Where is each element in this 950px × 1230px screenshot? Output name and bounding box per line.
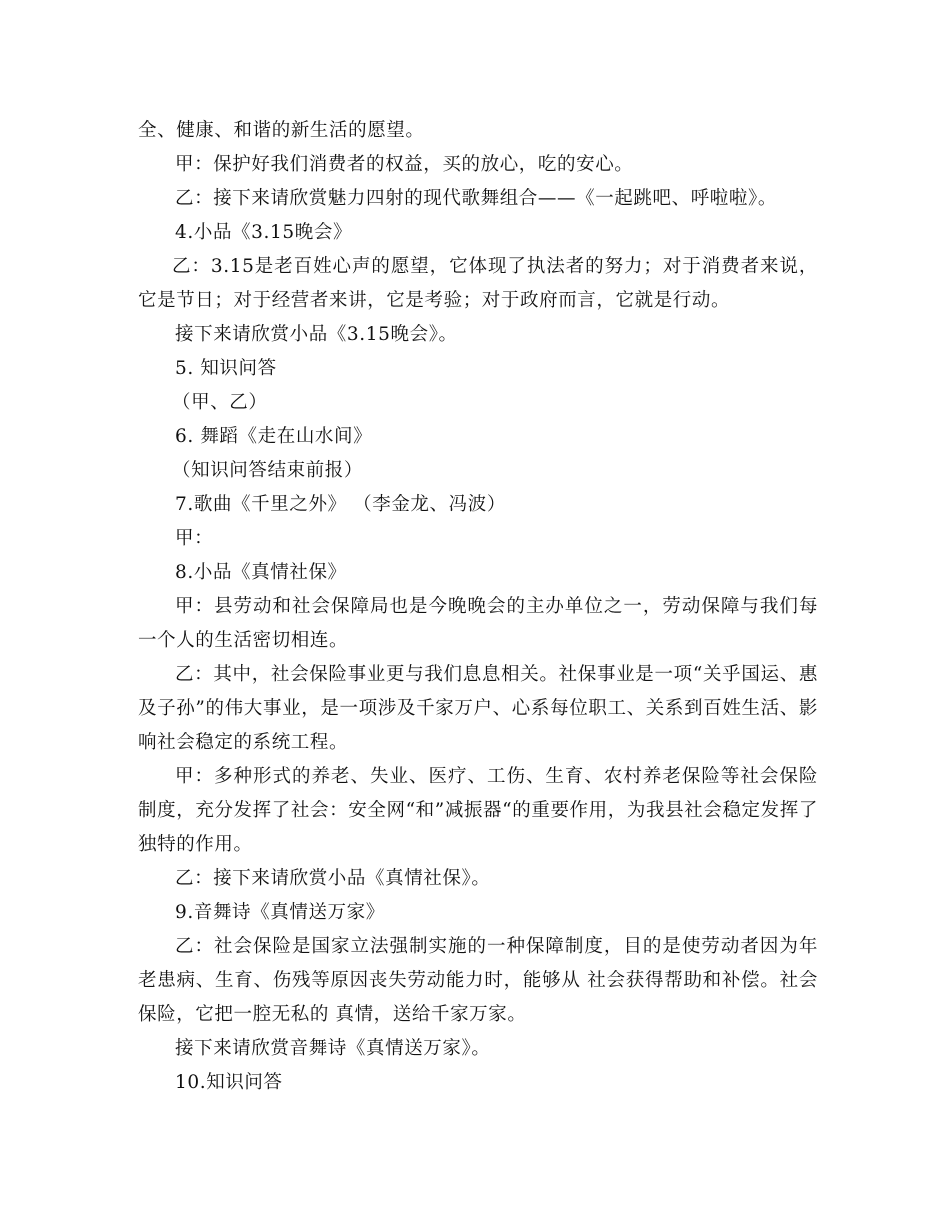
paragraph: 甲：多种形式的养老、失业、医疗、工伤、生育、农村养老保险等社会保险制度，充分发挥了社会：安全网“和”减振器“的重要作用，为我县社会稳定发挥了独特的作用。 bbox=[138, 766, 818, 855]
paragraph: 甲：保护好我们消费者的权益，买的放心，吃的安心。 bbox=[175, 154, 634, 175]
paragraph: 乙：3.15是老百姓心声的愿望，它体现了执法者的努力；对于消费者来说，它是节日；对于经营者来讲，它是考验；对于政府而言，它就是行动。 bbox=[138, 256, 818, 311]
paragraph: 接下来请欣赏小品《3.15晚会》。 bbox=[175, 324, 458, 345]
paragraph: 乙：社会保险是国家立法强制实施的一种保障制度，目的是使劳动者因为年老患病、生育、伤残等原因丧失劳动能力时，能够从 社会获得帮助和补偿。社会保险，它把一腔无私的 真情，送给千家万家。 bbox=[138, 936, 818, 1025]
section-heading: 4.小品《3.15晚会》 bbox=[175, 222, 353, 243]
paragraph: 乙：接下来请欣赏魅力四射的现代歌舞组合——《一起跳吧、呼啦啦》。 bbox=[175, 188, 777, 209]
paragraph: 甲： bbox=[175, 528, 214, 549]
paragraph: （甲、乙） bbox=[172, 392, 268, 413]
paragraph: （知识问答结束前报） bbox=[172, 460, 364, 481]
section-heading: 9.音舞诗《真情送万家》 bbox=[175, 902, 385, 923]
paragraph: 接下来请欣赏音舞诗《真情送万家》。 bbox=[175, 1038, 491, 1059]
paragraph: 乙：接下来请欣赏小品《真情社保》。 bbox=[175, 868, 491, 889]
section-heading: 8.小品《真情社保》 bbox=[175, 562, 347, 583]
paragraph: 甲：县劳动和社会保障局也是今晚晚会的主办单位之一，劳动保障与我们每一个人的生活密切相连。 bbox=[138, 596, 818, 651]
section-heading: 5. 知识问答 bbox=[175, 358, 277, 379]
paragraph: 乙：其中，社会保险事业更与我们息息相关。社保事业是一项“关乎国运、惠及子孙”的伟大事业，是一项涉及千家万户、心系每位职工、关系到百姓生活、影响社会稳定的系统工程。 bbox=[138, 664, 818, 753]
section-heading: 6. 舞蹈《走在山水间》 bbox=[175, 426, 373, 447]
section-heading: 7.歌曲《千里之外》 （李金龙、冯波） bbox=[175, 494, 506, 515]
document-body bbox=[138, 114, 818, 1100]
section-heading: 10.知识问答 bbox=[175, 1072, 283, 1093]
paragraph: 全、健康、和谐的新生活的愿望。 bbox=[138, 120, 425, 141]
